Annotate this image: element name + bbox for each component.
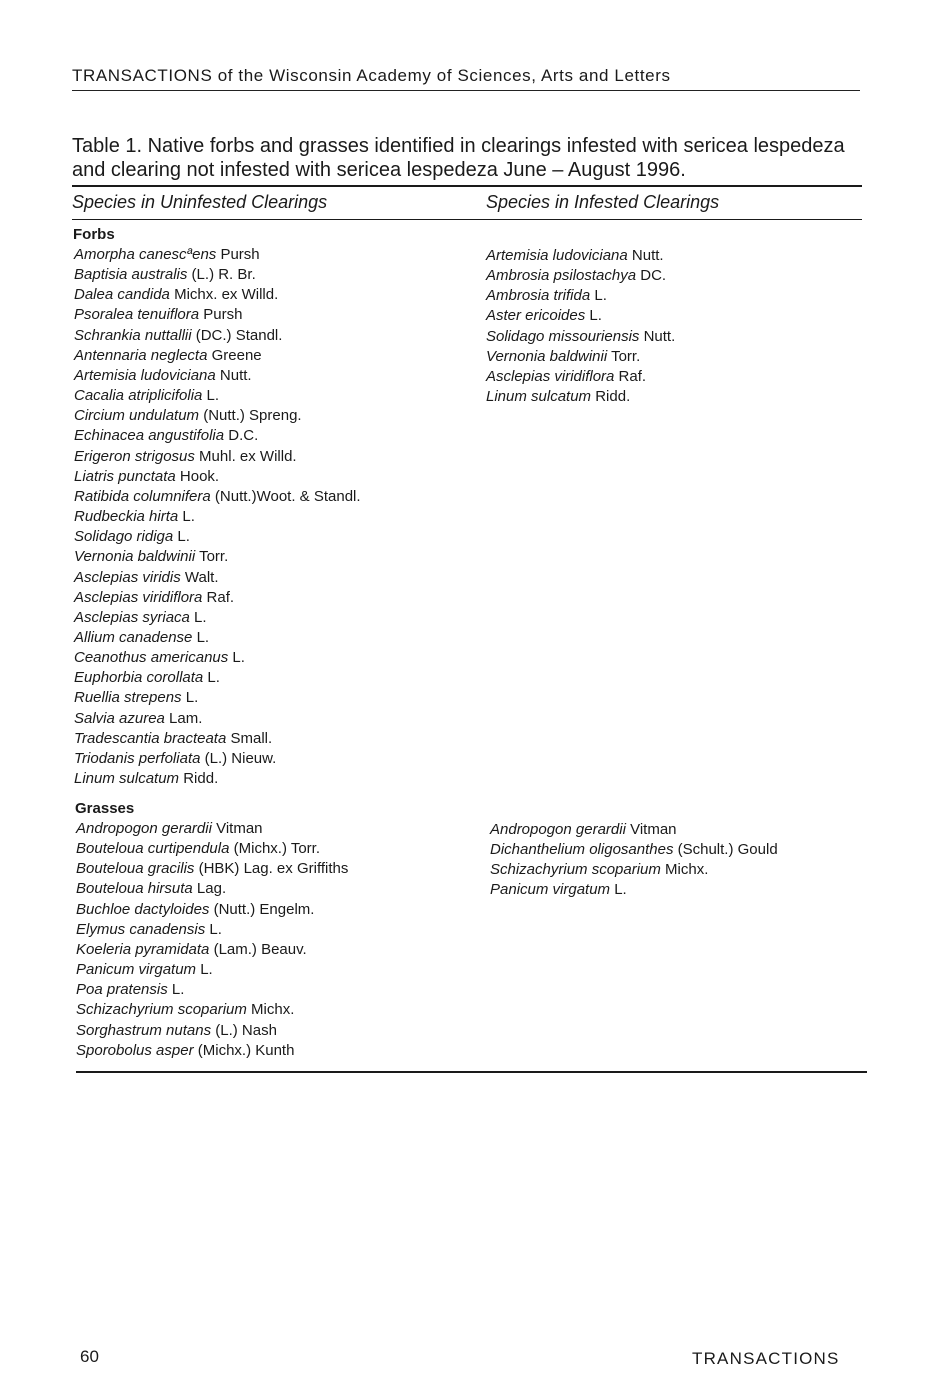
species-authority: Walt. [180,568,219,586]
species-entry [486,246,675,266]
section-label-forbs: Forbs [73,226,115,243]
species-authority: L. [610,881,627,899]
running-head: TRANSACTIONS of the Wisconsin Academy of Sciences, Arts and Letters [72,64,860,91]
list-grasses-infested [490,820,778,901]
species-entry [74,447,361,467]
species-entry [74,608,361,628]
table-caption: Table 1. Native forbs and grasses identified in clearings infested with sericea lespedeza and clearing not infested with sericea lespedeza June – August 1996. [72,135,845,181]
species-name: Vernonia baldwinii [74,548,196,566]
species-name: Bouteloua hirsuta [76,880,193,898]
species-name: Koeleria pyramidata [76,940,210,958]
species-name: Sporobolus asper [76,1041,194,1059]
species-entry [76,879,348,899]
species-name: Poa pratensis [76,981,168,999]
species-authority: Vitman [211,820,263,837]
species-authority: (L.) R. Br. [187,266,256,284]
species-authority: Pursh [199,306,243,324]
species-authority: Torr. [607,347,641,365]
species-name: Asclepias viridiflora [486,367,615,385]
species-name: Tradescantia bracteata [74,729,227,747]
species-authority: Michx. ex Willd. [169,286,279,304]
species-name: Echinacea angustifolia [74,427,225,445]
species-authority: (Lam.) Beauv. [209,940,307,958]
species-authority: Ridd. [591,388,631,406]
species-entry [76,859,348,879]
species-authority: Greene [207,346,262,364]
species-entry [74,265,361,285]
species-name: Sorghastrum nutans [76,1021,212,1039]
species-entry [76,900,348,920]
species-authority: Michx. [660,861,709,879]
species-name: Antennaria neglecta [74,346,208,364]
species-name: Ambrosia trifida [486,287,591,305]
species-entry [74,467,361,487]
species-entry [76,1041,348,1061]
species-entry [74,688,361,708]
species-entry [74,628,361,648]
species-name: Dichanthelium oligosanthes [490,841,674,859]
species-authority: (Michx.) Kunth [193,1041,295,1059]
species-entry [76,1021,348,1041]
species-entry [486,306,675,326]
species-entry [76,819,348,839]
table-top-rule [72,185,862,187]
species-authority: L. [178,508,195,526]
species-authority: (HBK) Lag. ex Griffiths [194,860,349,878]
species-entry [74,769,361,789]
species-name: Ceanothus americanus [74,649,229,667]
species-name: Asclepias viridiflora [74,588,203,606]
list-forbs-uninfested [74,245,361,789]
species-entry [486,387,675,407]
species-entry [74,507,361,527]
species-authority: L. [203,669,220,687]
species-entry [490,820,778,840]
species-entry [76,960,348,980]
species-authority: Raf. [202,588,235,606]
species-name: Amorpha canescªens [74,246,217,263]
species-name: Schrankia nuttallii [74,326,192,344]
species-authority: DC. [636,267,667,285]
species-entry [76,839,348,859]
species-authority: L. [205,920,222,938]
species-name: Schizachyrium scoparium [490,861,661,879]
species-authority: (Nutt.) Spreng. [199,407,302,425]
species-authority: L. [196,961,213,979]
species-name: Baptisia australis [74,266,188,284]
species-name: Linum sulcatum [486,388,592,406]
species-name: Asclepias syriaca [74,608,190,626]
species-authority: Torr. [195,548,229,566]
species-authority: Vitman [625,821,677,838]
species-authority: L. [192,628,210,646]
species-name: Triodanis perfoliata [74,749,201,767]
species-entry [74,749,361,769]
species-entry [74,346,361,366]
species-authority: (Nutt.)Woot. & Standl. [210,487,361,505]
species-authority: Lag. [192,880,227,898]
species-authority: Small. [226,729,273,747]
species-authority: (Schult.) Gould [673,841,778,859]
species-entry [74,588,361,608]
species-authority: Ridd. [179,770,219,788]
species-entry [76,920,348,940]
species-name: Bouteloua gracilis [76,860,195,878]
species-name: Asclepias viridis [74,568,181,586]
species-entry [74,729,361,749]
species-authority: L. [189,608,207,626]
species-name: Salvia azurea [74,709,165,727]
species-entry [74,406,361,426]
species-name: Buchloe dactyloides [76,900,210,918]
species-authority: Hook. [175,467,220,485]
species-name: Allium canadense [74,628,193,646]
species-entry [486,327,675,347]
species-entry [74,648,361,668]
species-authority: Lam. [164,709,203,727]
species-entry [486,286,675,306]
species-entry [74,426,361,446]
species-name: Rudbeckia hirta [74,508,179,526]
species-authority: (L.) Nieuw. [200,749,277,767]
species-entry [74,547,361,567]
species-name: Schizachyrium scoparium [76,1001,247,1019]
species-authority: D.C. [224,427,259,445]
species-name: Solidago missouriensis [486,327,640,345]
species-authority: Nutt. [639,327,676,345]
species-authority: (DC.) Standl. [191,326,283,344]
species-name: Panicum virgatum [490,881,611,899]
species-name: Elymus canadensis [76,920,206,938]
species-name: Vernonia baldwinii [486,347,608,365]
species-name: Ruellia strepens [74,689,182,707]
species-authority: L. [181,689,199,707]
species-authority: L. [590,287,607,305]
species-name: Artemisia ludoviciana [74,366,216,384]
species-name: Artemisia ludoviciana [486,247,628,264]
species-entry [76,940,348,960]
species-authority: (Nutt.) Engelm. [209,900,315,918]
page-number: 60 [80,1347,99,1366]
species-entry [74,245,361,265]
species-name: Euphorbia corollata [74,669,204,687]
species-entry [76,1000,348,1020]
species-authority: L. [202,387,220,405]
species-name: Andropogon gerardii [490,821,626,838]
species-entry [74,386,361,406]
species-name: Linum sulcatum [74,770,180,788]
species-name: Aster ericoides [486,307,586,325]
species-entry [486,266,675,286]
species-name: Solidago ridiga [74,528,174,546]
species-entry [490,860,778,880]
header-rule [72,219,862,220]
list-forbs-infested [486,246,675,407]
species-name: Panicum virgatum [76,961,197,979]
column-header-uninfested: Species in Uninfested Clearings [72,192,328,212]
species-entry [486,347,675,367]
species-name: Erigeron strigosus [74,447,195,465]
species-authority: (Michx.) Torr. [229,840,321,858]
species-name: Ambrosia psilostachya [486,267,637,285]
species-authority: L. [167,981,185,999]
species-authority: Muhl. ex Willd. [194,447,297,465]
species-name: Andropogon gerardii [76,820,212,837]
running-foot: TRANSACTIONS [692,1349,840,1368]
species-entry [74,709,361,729]
species-entry [74,527,361,547]
list-grasses-uninfested [76,819,348,1061]
section-label-grasses: Grasses [75,800,135,817]
table-bottom-rule [76,1071,867,1073]
species-name: Liatris punctata [74,467,176,485]
species-authority: L. [228,649,245,667]
species-name: Psoralea tenuiflora [74,306,200,324]
species-authority: (L.) Nash [211,1021,277,1039]
species-entry [74,568,361,588]
species-entry [74,366,361,386]
species-entry [490,880,778,900]
species-name: Dalea candida [74,286,170,304]
species-entry [74,326,361,346]
species-name: Bouteloua curtipendula [76,840,230,858]
species-authority: L. [173,528,190,546]
species-entry [486,367,675,387]
species-entry [76,980,348,1000]
species-name: Cacalia atriplicifolia [74,387,203,405]
species-authority: Nutt. [215,366,252,384]
species-name: Circium undulatum [74,407,200,425]
species-entry [490,840,778,860]
species-authority: Nutt. [627,247,664,264]
species-authority: Pursh [216,246,260,263]
species-name: Ratibida columnifera [74,487,211,505]
species-entry [74,285,361,305]
species-entry [74,668,361,688]
column-header-infested: Species in Infested Clearings [486,192,720,212]
species-entry [74,305,361,325]
species-authority: L. [585,307,602,325]
species-entry [74,487,361,507]
species-authority: Michx. [246,1001,295,1019]
species-authority: Raf. [614,367,647,385]
